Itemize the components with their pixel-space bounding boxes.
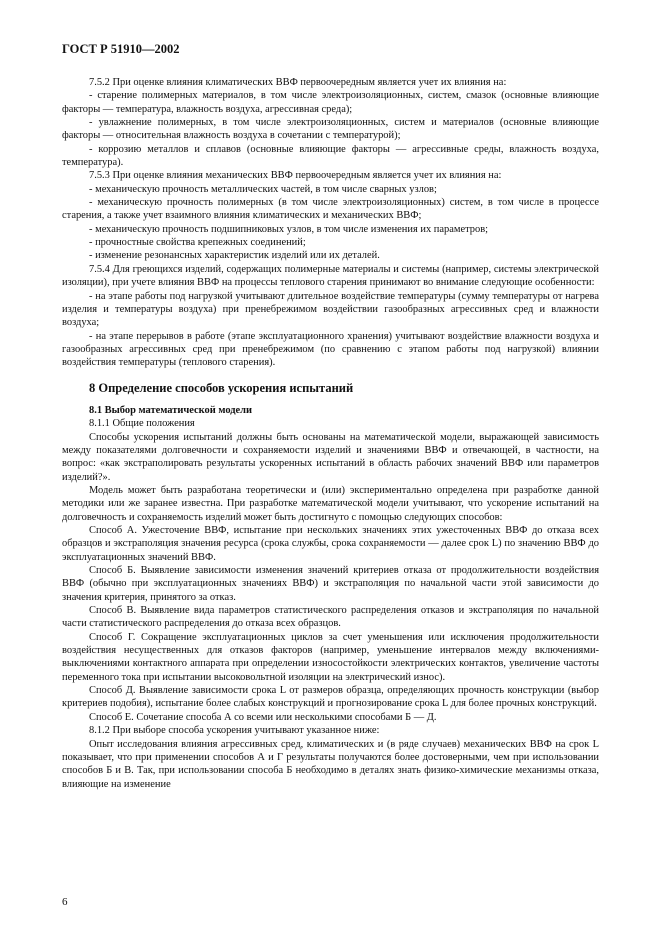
- paragraph: Способы ускорения испытаний должны быть основаны на математической модели, выражающей зависимость между показателями долговечности и сохраняемости изделий и значениями ВВФ и отвечающей, в частности, на вопрос: «как экстраполировать результаты ускоренных испытаний в область рабочих значений ВВФ или параметров изделий?».: [62, 431, 599, 483]
- paragraph: Способ Е. Сочетание способа А со всеми или несколькими способами Б — Д.: [89, 711, 437, 723]
- paragraph: 7.5.4 Для греющихся изделий, содержащих полимерные материалы и системы (например, системы электрической изоляции), при учете влияния ВВФ на процессы теплового старения принимают во внимание следующие особенности:: [62, 263, 599, 289]
- paragraph: Опыт исследования влияния агрессивных сред, климатических и (в ряде случаев) механических ВВФ на срок L показывает, что при применении способов А и Г результаты получаются более достоверными, чем при использовании способов Б и В. Так, при использовании способа Б необходимо в деталях знать физико-химические механизмы отказа, влияющие на изменение: [62, 738, 599, 790]
- page-number: 6: [62, 896, 68, 908]
- list-item: - механическую прочность подшипниковых узлов, в том числе изменения их параметров;: [89, 223, 489, 235]
- section-heading: 8 Определение способов ускорения испытаний: [89, 380, 354, 395]
- paragraph: 8.1.1 Общие положения: [89, 418, 195, 430]
- list-item: - старение полимерных материалов, в том числе электроизоляционных, систем, смазок (основные влияющие факторы — температура, влажность воздуха, агрессивная среда);: [62, 90, 599, 115]
- paragraph: Модель может быть разработана теоретически и (или) экспериментально определена при разработке данной методики или же заранее известна. При разработке математической модели учитывают, что ускорение испытаний на долговечность и сохраняемость изделий может быть достигнуто с помощью следующих способов:: [62, 484, 599, 523]
- paragraph: Способ Б. Выявление зависимости изменения значений критериев отказа от продолжительности воздействия ВВФ (обычно при эксплуатационных значениях ВВФ) и экстраполяция по начальной части этой зависимости до значения критерия, принятого за отказ.: [62, 565, 599, 603]
- paragraph: 7.5.3 При оценке влияния механических ВВФ первоочередным является учет их влияния на:: [89, 170, 502, 182]
- paragraph: Способ В. Выявление вида параметров статистического распределения отказов и экстраполяция по начальной части статистического распределения до отказа всех образцов.: [62, 605, 599, 630]
- paragraph: 8.1.2 При выборе способа ускорения учитывают указанное ниже:: [89, 725, 380, 737]
- paragraph: 7.5.2 При оценке влияния климатических ВВФ первоочередным является учет их влияния на:: [89, 77, 507, 88]
- list-item: - коррозию металлов и сплавов (основные влияющие факторы — агрессивные среды, влажность воздуха, температура).: [62, 143, 599, 169]
- list-item: - на этапе работы под нагрузкой учитывают длительное воздействие температуры (сумму температуры от нагрева изделия и температуры воздуха) при пренебрежимом воздействии газообразных агрессивных сред и влажности воздуха;: [62, 290, 599, 329]
- subsection-heading: 8.1 Выбор математической модели: [89, 404, 253, 416]
- paragraph: Способ Д. Выявление зависимости срока L от размеров образца, определяющих прочность конструкции (выбор критериев подобия), испытание более слабых конструкций и прогнозирование срока L для более прочных конструкций.: [62, 685, 599, 710]
- page-body: [62, 76, 599, 791]
- list-item: - прочностные свойства крепежных соединений;: [89, 237, 306, 249]
- list-item: - на этапе перерывов в работе (этапе эксплуатационного хранения) учитывают воздействие влажности воздуха и газообразных агрессивных сред при пренебрежимом (по сравнению с этапом работы под нагрузкой) влиянии воздействия температуры (теплового старения).: [62, 330, 599, 369]
- standard-header: ГОСТ Р 51910—2002: [62, 42, 180, 56]
- list-item: - механическую прочность металлических частей, в том числе сварных узлов;: [89, 183, 437, 195]
- paragraph: Способ Г. Сокращение эксплуатационных циклов за счет уменьшения или исключения продолжительности воздействия несущественных для отказов факторов (например, уменьшение интервалов между включениями-выключениями контактного аппарата при определении износостойкости электрических контактов, увеличение частоты переменного тока при испытании высоковольтной изоляции на электрический износ).: [62, 631, 599, 683]
- list-item: - механическую прочность полимерных (в том числе электроизоляционных) систем, в том числе в процессе старения, а также учет взаимного влияния климатических и механических ВВФ;: [62, 197, 599, 222]
- list-item: - увлажнение полимерных, в том числе электроизоляционных, систем и материалов (основные влияющие факторы — относительная влажность воздуха в сочетании с температурой);: [62, 117, 599, 142]
- paragraph: Способ А. Ужесточение ВВФ, испытание при нескольких значениях этих ужесточенных ВВФ до отказа всех образцов и экстраполяция значения ресурса (срока службы, срока сохраняемости — далее срок L) по значению ВВФ до эксплуатационных значений ВВФ.: [62, 525, 599, 563]
- list-item: - изменение резонансных характеристик изделий или их деталей.: [89, 250, 380, 262]
